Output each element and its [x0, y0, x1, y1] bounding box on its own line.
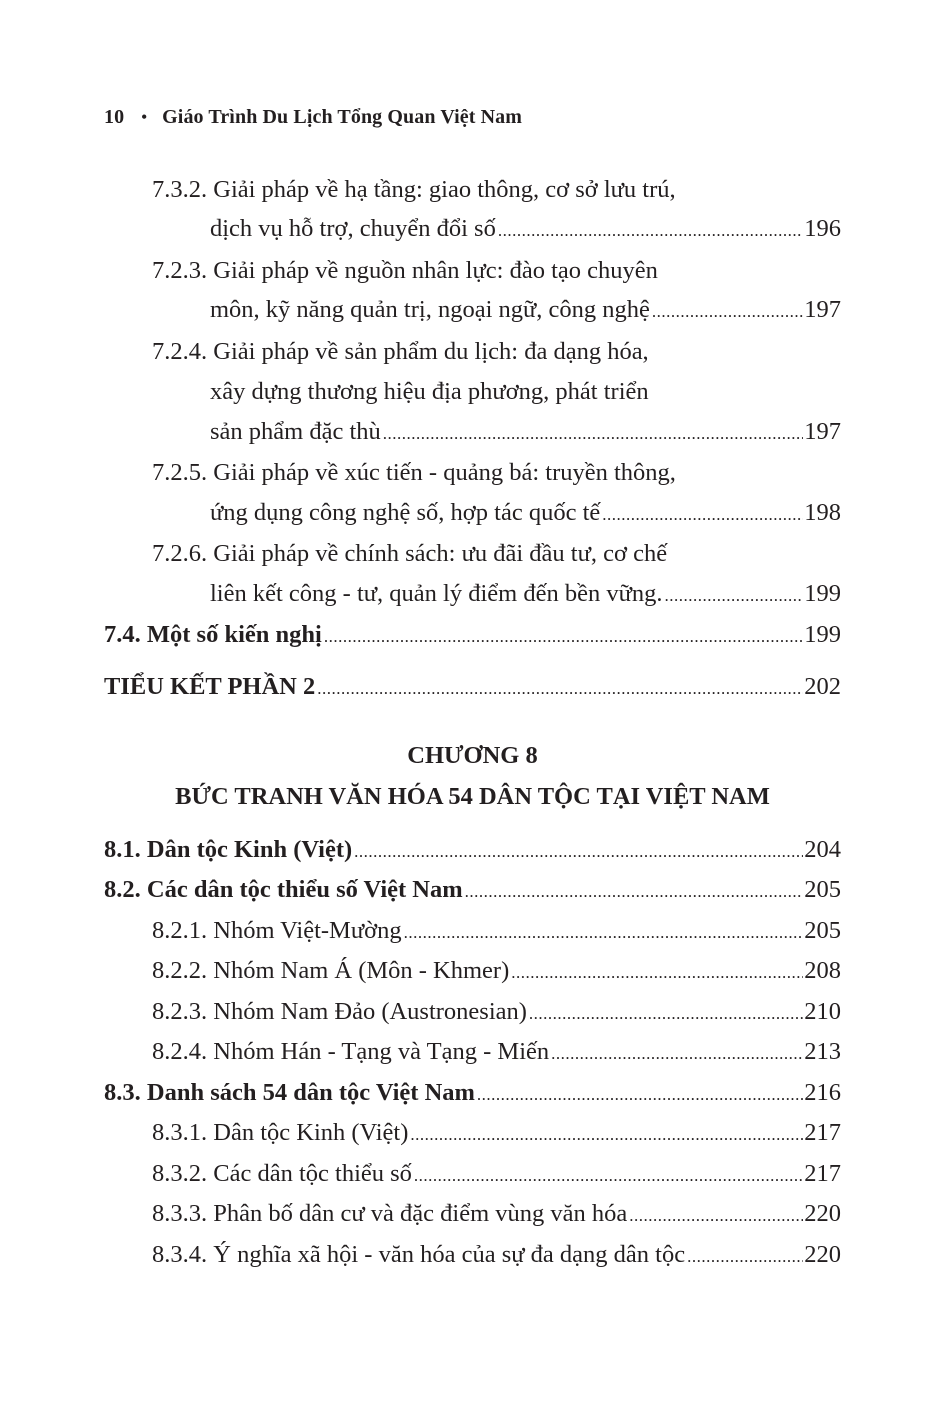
- dot-leader: [687, 1242, 803, 1272]
- toc-entry-text: 8.3.3. Phân bố dân cư và đặc điểm vùng văn hóa: [152, 1200, 628, 1227]
- toc-entry-7-2-4-line-1: 7.2.4. Giải pháp về sản phẩm du lịch: đa dạng hóa,: [152, 338, 649, 365]
- toc-page-number: 202: [804, 673, 841, 700]
- toc-entry-8-3-1[interactable]: [152, 1118, 841, 1150]
- toc-page-number: 196: [804, 215, 841, 242]
- toc-entry-8-2-2[interactable]: [152, 956, 841, 988]
- toc-entry-8-2-1[interactable]: [152, 916, 841, 948]
- toc-entry-7-2-4-line-2: xây dựng thương hiệu địa phương, phát triển: [210, 378, 649, 405]
- toc-entry-7-2-3-line-1: 7.2.3. Giải pháp về nguồn nhân lực: đào tạo chuyên: [152, 257, 658, 284]
- toc-page-number: 197: [804, 418, 841, 445]
- toc-entry-text: 8.2.1. Nhóm Việt-Mường: [152, 917, 402, 944]
- dot-leader: [498, 216, 803, 246]
- toc-page-number: 213: [804, 1038, 841, 1065]
- running-header: [104, 106, 522, 129]
- dot-leader: [529, 999, 803, 1029]
- toc-entry-text: 8.3.2. Các dân tộc thiểu số: [152, 1160, 412, 1187]
- toc-entry-8-3-3[interactable]: [152, 1199, 841, 1231]
- toc-entry-text: 7.4. Một số kiến nghị: [104, 621, 322, 648]
- toc-entry-text: 8.3.1. Dân tộc Kinh (Việt): [152, 1119, 409, 1146]
- dot-leader: [664, 581, 803, 611]
- toc-entry-text: sản phẩm đặc thù: [210, 418, 381, 445]
- toc-entry-8-1[interactable]: [104, 835, 841, 867]
- toc-entry-7-3-2-line-1: 7.3.2. Giải pháp về hạ tầng: giao thông, cơ sở lưu trú,: [152, 176, 676, 203]
- dot-leader: [629, 1201, 803, 1231]
- toc-page-number: 220: [804, 1200, 841, 1227]
- toc-page-number: 205: [804, 917, 841, 944]
- dot-leader: [404, 918, 804, 948]
- toc-entry-7-2-4[interactable]: [210, 417, 841, 449]
- toc-page-number: 210: [804, 998, 841, 1025]
- toc-entry-7-3-2[interactable]: [210, 214, 841, 246]
- toc-entry-text: 8.2.4. Nhóm Hán - Tạng và Tạng - Miến: [152, 1038, 550, 1065]
- dot-leader: [551, 1039, 803, 1069]
- toc-entry-7-2-5[interactable]: [210, 498, 841, 530]
- toc-entry-7-2-6-line-1: 7.2.6. Giải pháp về chính sách: ưu đãi đầu tư, cơ chế: [152, 540, 668, 567]
- toc-entry-8-3-4[interactable]: [152, 1240, 841, 1272]
- toc-page-number: 217: [804, 1160, 841, 1187]
- toc-entry-text: TIỂU KẾT PHẦN 2: [104, 673, 316, 700]
- dot-leader: [383, 419, 803, 449]
- bullet-separator-icon: •: [141, 109, 148, 126]
- toc-entry-text: 8.3. Danh sách 54 dân tộc Việt Nam: [104, 1079, 475, 1106]
- dot-leader: [354, 837, 803, 867]
- toc-entry-8-2[interactable]: [104, 875, 841, 907]
- chapter-label: CHƯƠNG 8: [407, 742, 538, 769]
- dot-leader: [602, 500, 803, 530]
- toc-entry-tieu-ket-phan-2[interactable]: [104, 672, 841, 704]
- toc-page-number: 208: [804, 957, 841, 984]
- toc-entry-text: dịch vụ hỗ trợ, chuyển đổi số: [210, 215, 496, 242]
- toc-entry-8-3-2[interactable]: [152, 1159, 841, 1191]
- toc-page-number: 204: [804, 836, 841, 863]
- toc-entry-text: ứng dụng công nghệ số, hợp tác quốc tế: [210, 499, 601, 526]
- toc-page-number: 216: [804, 1079, 841, 1106]
- toc-page-number: 199: [804, 621, 841, 648]
- dot-leader: [414, 1161, 803, 1191]
- toc-entry-text: 8.2.2. Nhóm Nam Á (Môn - Khmer): [152, 957, 510, 984]
- toc-page-number: 198: [804, 499, 841, 526]
- dot-leader: [511, 958, 803, 988]
- toc-entry-8-2-3[interactable]: [152, 997, 841, 1029]
- dot-leader: [465, 877, 804, 907]
- toc-page-number: 199: [804, 580, 841, 607]
- toc-entry-text: 8.2. Các dân tộc thiểu số Việt Nam: [104, 876, 463, 903]
- toc-entry-text: 8.3.4. Ý nghĩa xã hội - văn hóa của sự đa dạng dân tộc: [152, 1241, 686, 1268]
- dot-leader: [477, 1080, 803, 1110]
- toc-entry-text: 8.2.3. Nhóm Nam Đảo (Austronesian): [152, 998, 527, 1025]
- toc-entry-7-2-3[interactable]: [210, 295, 841, 327]
- toc-entry-text: 8.1. Dân tộc Kinh (Việt): [104, 836, 353, 863]
- dot-leader: [652, 297, 803, 327]
- toc-entry-7-4[interactable]: [104, 620, 841, 652]
- toc-entry-7-2-5-line-1: 7.2.5. Giải pháp về xúc tiến - quảng bá: truyền thông,: [152, 459, 676, 486]
- toc-page-number: 217: [804, 1119, 841, 1146]
- toc-page-number: 220: [804, 1241, 841, 1268]
- toc-entry-text: liên kết công - tư, quản lý điểm đến bền vững.: [210, 580, 663, 607]
- book-title: Giáo Trình Du Lịch Tổng Quan Việt Nam: [162, 106, 523, 128]
- dot-leader: [317, 674, 803, 704]
- toc-entry-8-2-4[interactable]: [152, 1037, 841, 1069]
- page-number: 10: [104, 106, 125, 128]
- toc-entry-8-3[interactable]: [104, 1078, 841, 1110]
- toc-entry-text: môn, kỹ năng quản trị, ngoại ngữ, công nghệ: [210, 296, 650, 323]
- chapter-title: BỨC TRANH VĂN HÓA 54 DÂN TỘC TẠI VIỆT NAM: [175, 783, 770, 810]
- dot-leader: [410, 1120, 803, 1150]
- toc-entry-7-2-6[interactable]: [210, 579, 841, 611]
- toc-page-number: 197: [804, 296, 841, 323]
- dot-leader: [324, 622, 803, 652]
- toc-page-number: 205: [804, 876, 841, 903]
